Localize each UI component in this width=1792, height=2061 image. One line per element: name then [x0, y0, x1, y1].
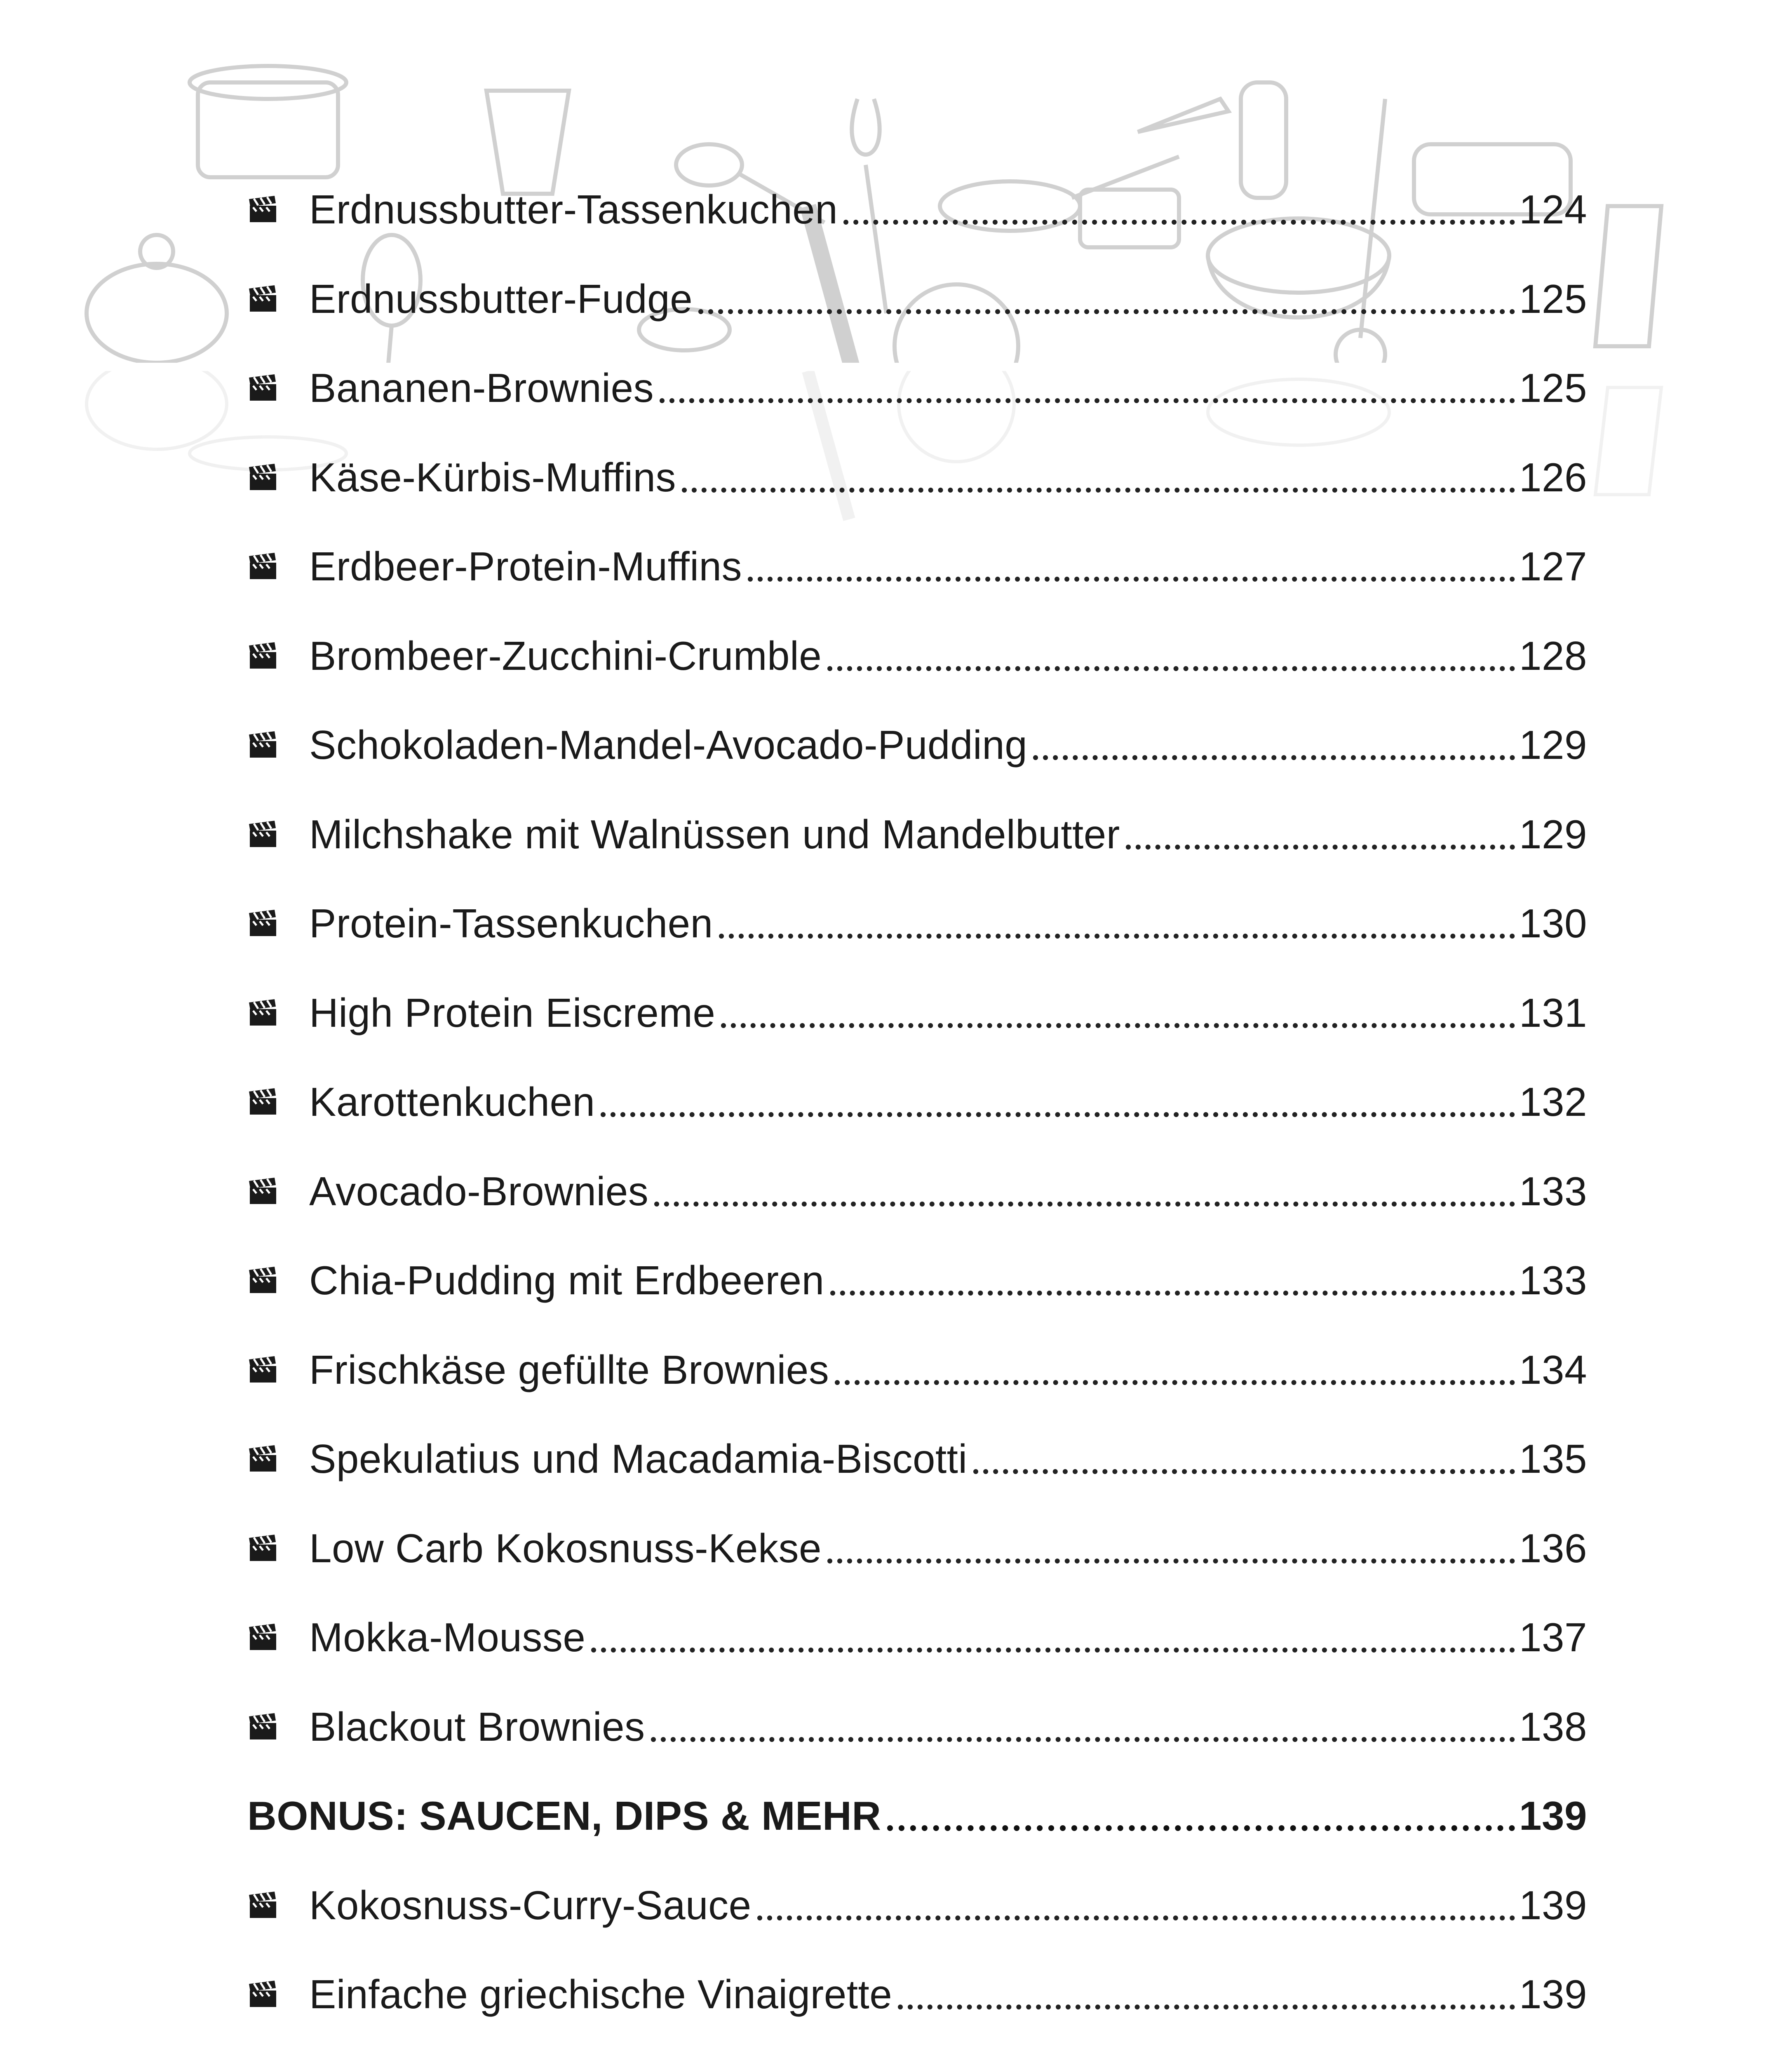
toc-page-number: 127 — [1519, 544, 1587, 589]
dot-leader — [698, 279, 1515, 319]
toc-entry[interactable] — [247, 1236, 1587, 1325]
clapperboard-icon — [247, 1266, 279, 1295]
toc-page-number: 128 — [1519, 633, 1587, 678]
clapperboard-icon — [247, 1177, 279, 1206]
toc-section-title: BONUS: SAUCEN, DIPS & MEHR — [247, 1793, 881, 1839]
clapperboard-icon — [247, 1087, 309, 1116]
dot-leader — [721, 993, 1515, 1033]
clapperboard-icon — [247, 1177, 309, 1206]
clapperboard-icon — [247, 284, 309, 313]
clapperboard-icon — [247, 730, 279, 759]
toc-entry[interactable] — [247, 522, 1587, 611]
toc-entry[interactable] — [247, 879, 1587, 968]
toc-page-number: 125 — [1519, 276, 1587, 322]
toc-page-number: 130 — [1519, 901, 1587, 946]
toc-entry-title: Milchshake mit Walnüssen und Mandelbutter — [309, 811, 1120, 857]
dot-leader — [973, 1439, 1515, 1479]
toc-entry-title: Avocado-Brownies — [309, 1168, 649, 1214]
toc-page-number: 139 — [1519, 1882, 1587, 1928]
dot-leader — [757, 1885, 1515, 1925]
toc-page-number: 124 — [1519, 187, 1587, 232]
clapperboard-icon — [247, 1355, 279, 1384]
toc-page-number: 125 — [1519, 365, 1587, 411]
toc-entry[interactable] — [247, 1861, 1587, 1950]
dot-leader — [601, 1082, 1515, 1122]
toc-entry[interactable] — [247, 1950, 1587, 2039]
toc-section-heading[interactable] — [247, 1771, 1587, 1861]
toc-entry[interactable] — [247, 254, 1587, 344]
dot-leader — [651, 1707, 1515, 1747]
toc-entry-title: Einfache griechische Vinaigrette — [309, 1972, 892, 2017]
clapperboard-icon — [247, 284, 279, 313]
toc-entry-title: Frischkäse gefüllte Brownies — [309, 1347, 829, 1392]
toc-page-number: 137 — [1519, 1615, 1587, 1660]
toc-page-number: 133 — [1519, 1168, 1587, 1214]
dot-leader — [830, 1260, 1515, 1300]
toc-entry-title: Käse-Kürbis-Muffins — [309, 454, 676, 500]
dot-leader — [1033, 725, 1515, 765]
toc-entry-title: Brombeer-Zucchini-Crumble — [309, 633, 822, 678]
clapperboard-icon — [247, 1891, 309, 1920]
toc-entry-title: Erdnussbutter-Tassenkuchen — [309, 187, 838, 232]
clapperboard-icon — [247, 1534, 309, 1563]
dot-leader — [654, 1171, 1515, 1211]
clapperboard-icon — [247, 1355, 309, 1384]
clapperboard-icon — [247, 730, 309, 759]
toc-page-number: 139 — [1519, 1793, 1587, 1839]
dot-leader — [748, 546, 1515, 587]
clapperboard-icon — [247, 1266, 309, 1295]
clapperboard-icon — [247, 1623, 309, 1652]
clapperboard-icon — [247, 820, 309, 849]
clapperboard-icon — [247, 641, 279, 670]
clapperboard-icon — [247, 373, 309, 402]
toc-entry-title: High Protein Eiscreme — [309, 990, 716, 1035]
toc-entry-title: Erdnussbutter-Fudge — [309, 276, 693, 322]
toc-entry-title: Chia-Pudding mit Erdbeeren — [309, 1258, 824, 1303]
toc-page-number: 126 — [1519, 454, 1587, 500]
toc-entry[interactable] — [247, 1325, 1587, 1415]
toc-entry-title: Protein-Tassenkuchen — [309, 901, 713, 946]
clapperboard-icon — [247, 195, 279, 224]
toc-page-number: 136 — [1519, 1525, 1587, 1571]
clapperboard-icon — [247, 998, 279, 1027]
toc-page-number: 129 — [1519, 811, 1587, 857]
clapperboard-icon — [247, 1444, 309, 1473]
toc-entry-title: Mokka-Mousse — [309, 1615, 586, 1660]
toc-page-number: 133 — [1519, 1258, 1587, 1303]
toc-entry-title: Bananen-Brownies — [309, 365, 654, 411]
dot-leader — [887, 1796, 1515, 1836]
clapperboard-icon — [247, 1534, 279, 1563]
toc-page-number: 132 — [1519, 1079, 1587, 1125]
toc-entry-title: Kokosnuss-Curry-Sauce — [309, 1882, 752, 1928]
toc-entry[interactable] — [247, 1593, 1587, 1682]
clapperboard-icon — [247, 463, 279, 492]
dot-leader — [843, 189, 1515, 230]
clapperboard-icon — [247, 373, 279, 402]
toc-page-number: 134 — [1519, 1347, 1587, 1392]
toc-entry[interactable] — [247, 165, 1587, 254]
clapperboard-icon — [247, 909, 309, 938]
table-of-contents — [247, 165, 1587, 2061]
dot-leader — [835, 1350, 1515, 1390]
clapperboard-icon — [247, 1444, 279, 1473]
toc-page-number: 131 — [1519, 990, 1587, 1035]
toc-entry-title: Erdbeer-Protein-Muffins — [309, 544, 742, 589]
toc-entry[interactable] — [247, 968, 1587, 1058]
toc-page-number: 135 — [1519, 1436, 1587, 1482]
clapperboard-icon — [247, 1980, 279, 2009]
dot-leader — [682, 457, 1515, 498]
clapperboard-icon — [247, 552, 279, 581]
toc-entry[interactable] — [247, 433, 1587, 522]
toc-entry-title: Blackout Brownies — [309, 1704, 645, 1749]
clapperboard-icon — [247, 641, 309, 670]
dot-leader — [898, 1974, 1515, 2014]
dot-leader — [1126, 814, 1515, 854]
clapperboard-icon — [247, 463, 309, 492]
toc-entry-title: Spekulatius und Macadamia-Biscotti — [309, 1436, 968, 1482]
clapperboard-icon — [247, 998, 309, 1027]
clapperboard-icon — [247, 1712, 279, 1741]
toc-entry-title: Low Carb Kokosnuss-Kekse — [309, 1525, 822, 1571]
dot-leader — [719, 903, 1515, 944]
toc-entry[interactable] — [247, 1682, 1587, 1772]
toc-entry-title: Karottenkuchen — [309, 1079, 595, 1125]
toc-entry-title: Schokoladen-Mandel-Avocado-Pudding — [309, 722, 1028, 768]
toc-entry[interactable] — [247, 1057, 1587, 1147]
clapperboard-icon — [247, 1980, 309, 2009]
clapperboard-icon — [247, 1623, 279, 1652]
toc-entry[interactable] — [247, 2039, 1587, 2061]
toc-entry[interactable] — [247, 1147, 1587, 1236]
clapperboard-icon — [247, 1087, 279, 1116]
clapperboard-icon — [247, 820, 279, 849]
clapperboard-icon — [247, 1712, 309, 1741]
toc-entry[interactable] — [247, 611, 1587, 701]
toc-page-number: 129 — [1519, 722, 1587, 768]
toc-entry[interactable] — [247, 343, 1587, 433]
toc-page-number: 139 — [1519, 1972, 1587, 2017]
dot-leader — [591, 1617, 1515, 1657]
toc-entry[interactable] — [247, 700, 1587, 790]
toc-entry[interactable] — [247, 1504, 1587, 1593]
toc-page-number: 138 — [1519, 1704, 1587, 1749]
dot-leader — [827, 636, 1515, 676]
clapperboard-icon — [247, 195, 309, 224]
toc-entry[interactable] — [247, 1414, 1587, 1504]
dot-leader — [827, 1528, 1515, 1568]
clapperboard-icon — [247, 1891, 279, 1920]
dot-leader — [660, 368, 1515, 408]
clapperboard-icon — [247, 552, 309, 581]
clapperboard-icon — [247, 909, 279, 938]
toc-entry[interactable] — [247, 790, 1587, 879]
